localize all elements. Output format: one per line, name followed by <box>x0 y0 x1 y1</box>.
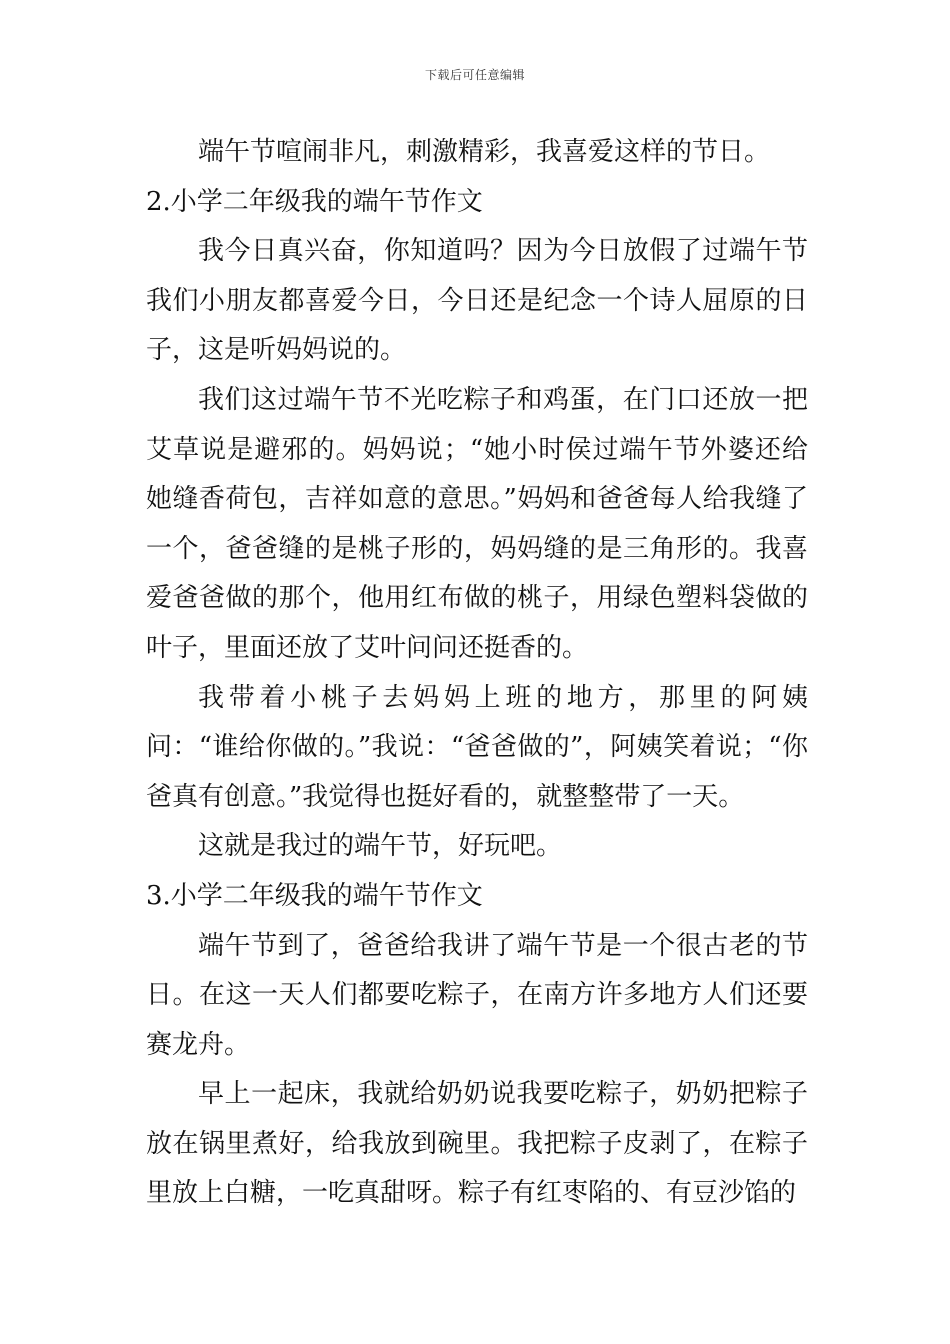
document-body <box>146 128 808 1219</box>
paragraph: 端午节到了，爸爸给我讲了端午节是一个很古老的节日。在这一天人们都要吃粽子，在南方许多地方人们还要赛龙舟。 <box>146 930 808 1060</box>
section-title-3: 3.小学二年级我的端午节作文 <box>146 880 483 911</box>
paragraph: 这就是我过的端午节，好玩吧。 <box>198 831 563 862</box>
paragraph: 我今日真兴奋，你知道吗？因为今日放假了过端午节我们小朋友都喜爱今日，今日还是纪念一个诗人屈原的日子，这是听妈妈说的。 <box>146 236 808 366</box>
section-title-2: 2.小学二年级我的端午节作文 <box>146 186 483 217</box>
paragraph: 早上一起床，我就给奶奶说我要吃粽子，奶奶把粽子放在锅里煮好，给我放到碗里。我把粽子皮剥了，在粽子里放上白糖，一吃真甜呀。粽子有红枣陷的、有豆沙馅的 <box>146 1079 808 1209</box>
paragraph-closing-line: 端午节喧闹非凡，刺激精彩，我喜爱这样的节日。 <box>198 137 771 167</box>
paragraph: 我们这过端午节不光吃粽子和鸡蛋，在门口还放一把艾草说是避邪的。妈妈说；“她小时侯过端午节外婆还给她缝香荷包，吉祥如意的意思。”妈妈和爸爸每人给我缝了一个，爸爸缝的是桃子形的，妈妈缝的是三角形的。我喜爱爸爸做的那个，他用红布做的桃子，用绿色塑料袋做的叶子，里面还放了艾叶问问还挺香的。 <box>146 384 808 663</box>
paragraph: 我带着小桃子去妈妈上班的地方，那里的阿姨问：“谁给你做的。”我说：“爸爸做的”，阿姨笑着说；“你爸真有创意。”我觉得也挺好看的，就整整带了一天。 <box>146 682 808 812</box>
page-header-note: 下载后可任意编辑 <box>424 68 525 82</box>
